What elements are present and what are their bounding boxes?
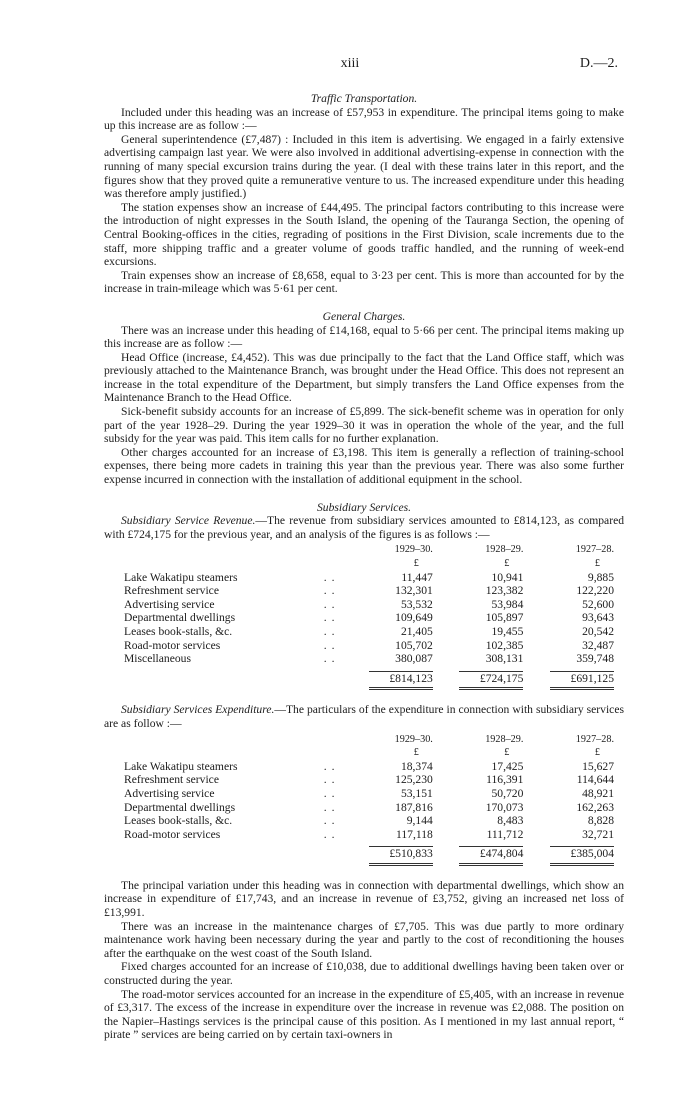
row-value: 114,644 — [576, 773, 614, 787]
currency-symbol: £ — [504, 558, 510, 569]
row-value: 19,455 — [491, 624, 524, 638]
row-value: 52,600 — [582, 597, 614, 611]
year-heading: 1928–29. — [485, 733, 524, 745]
row-value: 102,385 — [485, 638, 524, 652]
currency-symbol: £ — [413, 747, 419, 759]
row-label: Refreshment service — [124, 773, 219, 787]
total-value: £691,125 — [570, 671, 614, 685]
section-title-general: General Charges. — [322, 309, 406, 323]
paragraph: The road-motor services accounted for an increase in the expenditure of £5,405, with an increase in revenue of £3,317. The excess of the increase in expenditure over the increase in revenue was £2,088. The position on the Napier–Hastings services is the principal cause of this position. As I mentioned in my last annual report, “ pirate ” services are being carried on by certain taxi-owners in — [104, 987, 624, 1042]
currency-symbol: £ — [594, 558, 600, 569]
row-value: 380,087 — [395, 652, 433, 666]
table-row — [104, 801, 624, 815]
leader-dots: . . — [323, 800, 336, 814]
paragraph: General superintendence (£7,487) : Included in this item is advertising. We engaged in a fairly extensive advertising campaign last year. We were also involved in additional advertising-expense in connection with the running of many special excursion trains during the year. (I deal with these trains later in this report, and the figures show that they proved quite a remunerative venture to us. The increased expenditure under this heading was therefore amply justified.) — [104, 132, 624, 201]
total-value: £510,833 — [389, 847, 433, 861]
section-title-traffic: Traffic Transportation. — [310, 92, 418, 105]
row-value: 8,483 — [497, 814, 524, 828]
leader-dots: . . — [323, 584, 336, 598]
paragraph: Fixed charges accounted for an increase of £10,038, due to additional dwellings having been taken over or constructed during the year. — [104, 960, 624, 988]
row-value: 18,374 — [400, 759, 433, 773]
table-header-row — [104, 733, 624, 747]
table-row — [104, 571, 624, 585]
row-value: 10,941 — [491, 570, 524, 584]
row-value: 48,921 — [582, 786, 614, 800]
leader-dots: . . — [323, 570, 336, 584]
row-value: 50,720 — [491, 786, 524, 800]
expenditure-table — [104, 733, 624, 866]
currency-symbol: £ — [413, 558, 419, 569]
paragraph: There was an increase under this heading of £14,168, equal to 5·66 per cent. The principal items making up this increase are as follow :— — [104, 323, 624, 351]
table-row — [104, 787, 624, 801]
row-value: 162,263 — [576, 800, 614, 814]
row-label: Leases book-stalls, &c. — [124, 624, 233, 638]
paragraph: Sick-benefit subsidy accounts for an increase of £5,899. The sick-benefit scheme was in operation for only part of the year 1928–29. During the year 1929–30 it was in operation the whole of the year, and the full subsidy for the year was paid. This item calls for no further explanation. — [104, 405, 624, 446]
row-value: 17,425 — [491, 759, 524, 773]
year-heading: 1927–28. — [575, 733, 614, 745]
table-row — [104, 598, 624, 612]
row-value: 32,721 — [582, 827, 614, 841]
table-row — [104, 652, 624, 666]
table-row — [104, 828, 624, 842]
total-value: £474,804 — [479, 847, 524, 861]
row-label: Lake Wakatipu steamers — [124, 759, 238, 773]
year-heading: 1929–30. — [394, 544, 433, 556]
table-header-row — [104, 543, 624, 557]
page-header — [0, 57, 700, 75]
row-label: Departmental dwellings — [124, 800, 236, 814]
row-value: 53,532 — [400, 597, 433, 611]
row-value: 9,885 — [587, 570, 614, 584]
leader-dots: . . — [323, 827, 336, 841]
row-value: 20,542 — [582, 624, 614, 638]
row-label: Departmental dwellings — [124, 611, 236, 625]
row-value: 53,984 — [491, 597, 524, 611]
paragraph-revenue-intro — [104, 514, 624, 541]
table-row — [104, 760, 624, 774]
row-label: Advertising service — [124, 597, 215, 611]
leader-dots: . . — [323, 773, 336, 787]
row-value: 11,447 — [401, 570, 433, 584]
expenditure-intro-text: —The particulars of the expenditure in connection with subsidiary services are as follow :— — [104, 703, 624, 730]
paragraph: The station expenses show an increase of £44,495. The principal factors contributing to this increase were the introduction of night expresses in the South Island, the opening of the Tauranga Section, the opening of Central Booking-offices in the cities, regrading of positions in the First Division, scale increments due to the staff, more shipping traffic and a greater volume of goods traffic handled, and the running of week-end excursions. — [104, 200, 624, 269]
leader-dots: . . — [323, 624, 336, 638]
table-row — [104, 625, 624, 639]
row-value: 117,118 — [396, 827, 433, 841]
row-label: Lake Wakatipu steamers — [124, 570, 238, 584]
page-number: xiii — [340, 56, 360, 71]
section-title-subsidiary: Subsidiary Services. — [316, 500, 412, 514]
row-value: 32,487 — [582, 638, 614, 652]
page-body — [104, 92, 624, 1042]
row-value: 93,643 — [582, 611, 614, 625]
row-value: 111,712 — [486, 827, 524, 841]
revenue-lead: Subsidiary Service Revenue. — [121, 514, 256, 528]
paragraph-expenditure-intro — [104, 703, 624, 730]
row-value: 21,405 — [400, 624, 433, 638]
row-label: Miscellaneous — [124, 652, 191, 666]
paragraph: Head Office (increase, £4,452). This was due principally to the fact that the Land Office staff, which was previously attached to the Maintenance Branch, was brought under the Head Office. This does not represent an increase in the total expenditure of the Department, but simply transfers the Land Office expenses from the Maintenance Branch to the Head Office. — [104, 350, 624, 405]
row-value: 132,301 — [395, 584, 433, 598]
currency-symbol: £ — [504, 747, 510, 759]
currency-symbol: £ — [594, 747, 600, 759]
paragraph: Included under this heading was an increase of £57,953 in expenditure. The principal items going to make up this increase are as follow :— — [104, 105, 624, 133]
year-heading: 1928–29. — [485, 544, 524, 556]
document-reference: D.—2. — [579, 56, 618, 71]
year-heading: 1929–30. — [394, 733, 433, 745]
row-value: 122,220 — [576, 584, 614, 598]
total-value: £724,175 — [479, 671, 524, 685]
paragraph: Other charges accounted for an increase of £3,198. This item is generally a reflection of training-school expenses, there being more cadets in training this year than the previous year. There was also some further expense incurred in connection with the installation of additional equipment in the school. — [104, 445, 624, 487]
row-value: 123,382 — [485, 584, 524, 598]
total-value: £385,004 — [570, 847, 614, 861]
row-value: 116,391 — [486, 773, 524, 787]
currency-row — [104, 746, 624, 760]
row-label: Leases book-stalls, &c. — [124, 814, 233, 828]
year-heading: 1927–28. — [575, 544, 614, 556]
row-label: Road-motor services — [124, 638, 221, 652]
table-total-row — [104, 841, 624, 866]
table-total-row — [104, 666, 624, 691]
leader-dots: . . — [323, 611, 336, 625]
leader-dots: . . — [323, 597, 336, 611]
currency-row — [104, 557, 624, 571]
row-label: Refreshment service — [124, 584, 219, 598]
row-value: 105,897 — [485, 611, 524, 625]
paragraph: The principal variation under this heading was in connection with departmental dwellings, which show an increase in expenditure of £17,743, and an increase in revenue of £3,752, giving an increased net loss of £13,991. — [104, 878, 624, 920]
table-row — [104, 584, 624, 598]
row-value: 105,702 — [395, 638, 433, 652]
row-value: 359,748 — [576, 652, 614, 666]
expenditure-lead: Subsidiary Services Expenditure. — [121, 703, 275, 717]
row-label: Advertising service — [124, 786, 215, 800]
paragraph: Train expenses show an increase of £8,658, equal to 3·23 per cent. This is more than accounted for by the increase in train-mileage which was 5·61 per cent. — [104, 268, 624, 296]
row-value: 109,649 — [395, 611, 433, 625]
paragraph: There was an increase in the maintenance charges of £7,705. This was due partly to more ordinary maintenance work having been necessary during the year and partly to the cost of reconditioning the houses after the earthquake on the west coast of the South Island. — [104, 919, 624, 960]
row-value: 125,230 — [395, 773, 433, 787]
table-row — [104, 611, 624, 625]
leader-dots: . . — [323, 786, 336, 800]
row-value: 308,131 — [485, 652, 524, 666]
revenue-intro-text: —The revenue from subsidiary services amounted to £814,123, as compared with £724,175 for the previous year, and an analysis of the figures is as follows :— — [104, 514, 625, 541]
row-value: 9,144 — [406, 814, 433, 828]
row-value: 8,828 — [587, 814, 614, 828]
leader-dots: . . — [323, 759, 336, 773]
leader-dots: . . — [323, 814, 336, 828]
row-value: 187,816 — [395, 800, 433, 814]
row-value: 15,627 — [582, 759, 614, 773]
table-row — [104, 814, 624, 828]
row-value: 170,073 — [485, 800, 524, 814]
leader-dots: . . — [323, 652, 336, 666]
row-value: 53,151 — [400, 786, 433, 800]
row-label: Road-motor services — [124, 827, 221, 841]
leader-dots: . . — [323, 638, 336, 652]
table-row — [104, 639, 624, 653]
revenue-table — [104, 543, 624, 690]
table-row — [104, 773, 624, 787]
total-value: £814,123 — [389, 671, 433, 685]
